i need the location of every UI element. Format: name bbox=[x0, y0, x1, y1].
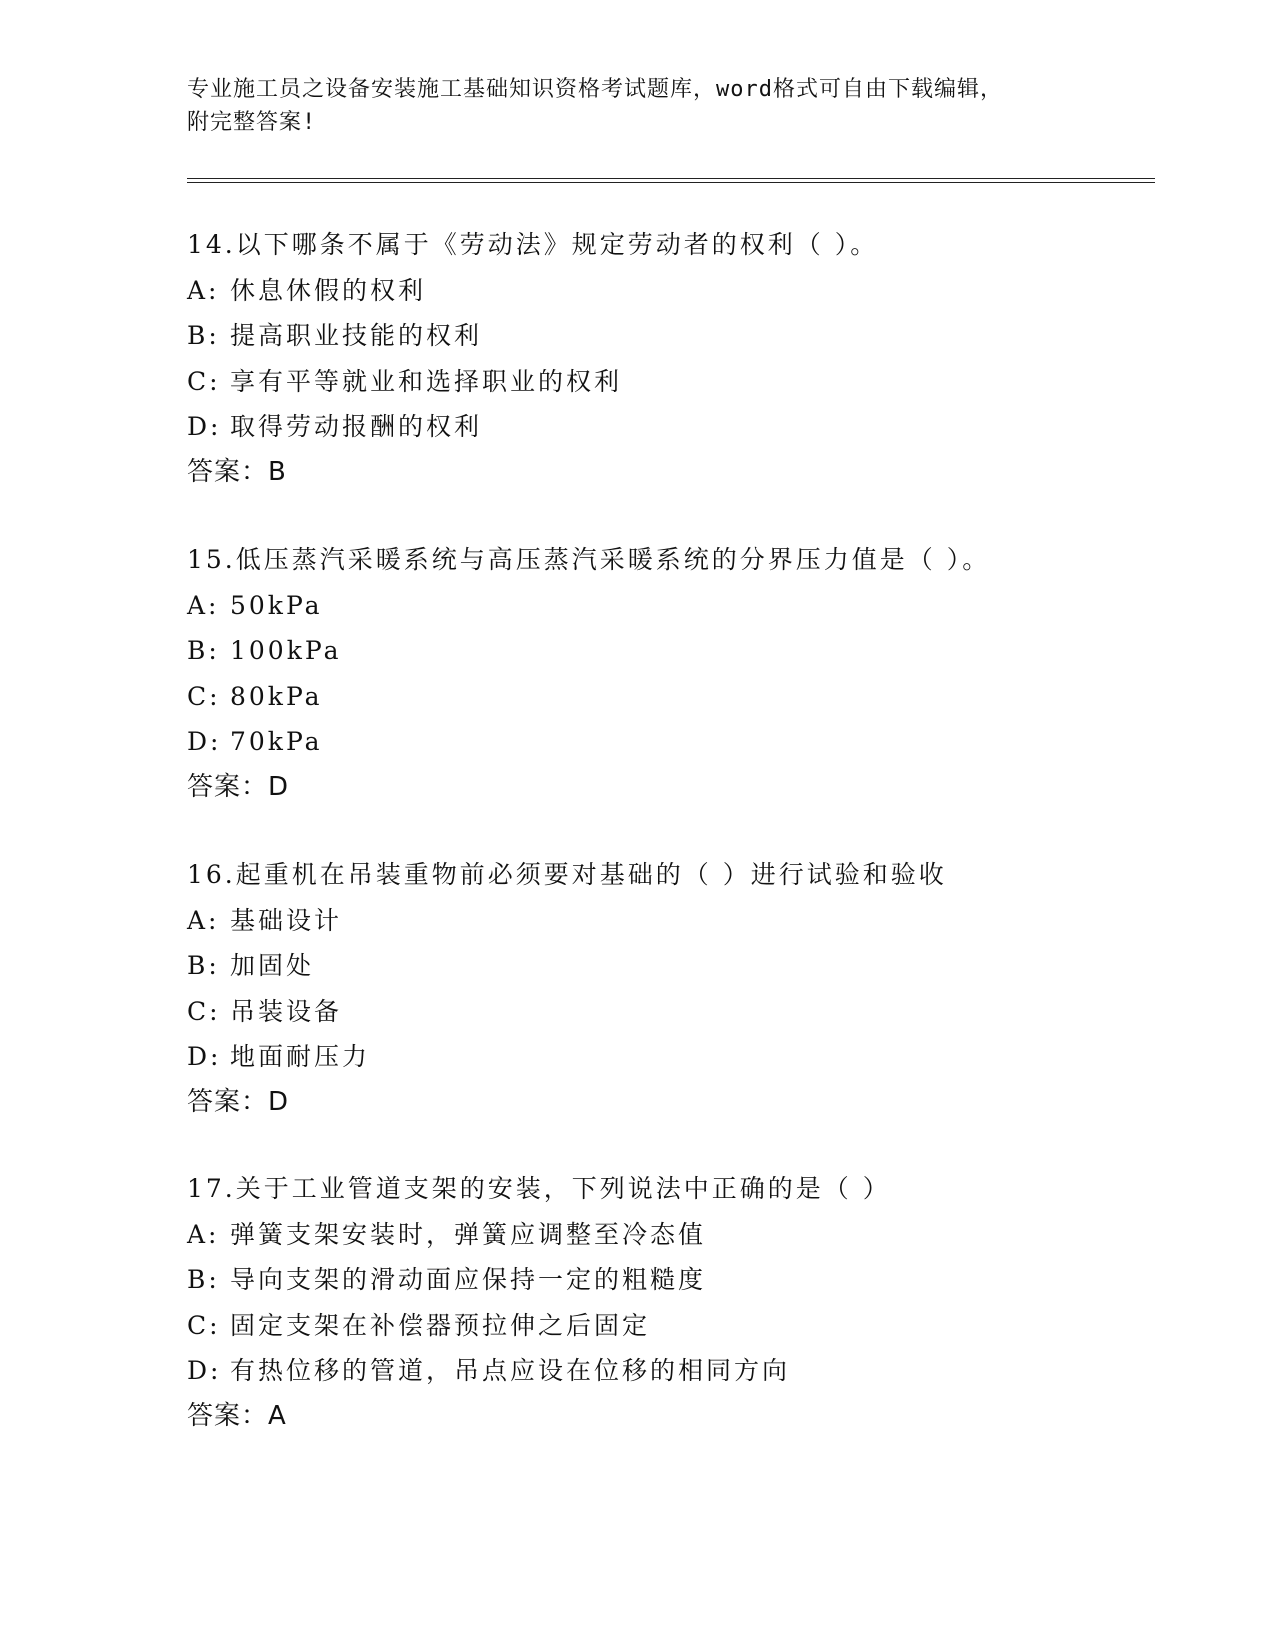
option-letter: A: bbox=[187, 275, 220, 305]
option-letter: B: bbox=[187, 321, 220, 350]
option-text: 弹簧支架安装时，弹簧应调整至冷态值 bbox=[230, 1219, 707, 1249]
option-letter: C: bbox=[187, 996, 221, 1026]
option-letter: C: bbox=[187, 1310, 221, 1340]
option-letter: C: bbox=[187, 681, 221, 711]
question-title: 17.关于工业管道支架的安装，下列说法中正确的是（ ） bbox=[187, 1174, 891, 1203]
option-letter: A: bbox=[187, 1219, 220, 1249]
option-text: 固定支架在补偿器预拉伸之后固定 bbox=[230, 1310, 651, 1340]
option-text: 取得劳动报酬的权利 bbox=[230, 412, 483, 441]
option-a bbox=[187, 1212, 1167, 1258]
question-15 bbox=[187, 537, 1167, 810]
option-d bbox=[187, 719, 1167, 765]
header-line-2: 附完整答案! bbox=[187, 110, 317, 135]
option-b bbox=[187, 628, 1167, 674]
option-letter: D: bbox=[187, 1042, 222, 1071]
option-letter: D: bbox=[187, 727, 222, 756]
option-a bbox=[187, 583, 1167, 629]
option-text: 休息休假的权利 bbox=[230, 275, 427, 305]
option-d bbox=[187, 1034, 1167, 1080]
question-title: 15.低压蒸汽采暖系统与高压蒸汽采暖系统的分界压力值是（ ）。 bbox=[187, 545, 991, 574]
option-b bbox=[187, 313, 1167, 359]
header-line-1: 专业施工员之设备安装施工基础知识资格考试题库，word格式可自由下载编辑， bbox=[187, 77, 1003, 102]
option-text: 有热位移的管道，吊点应设在位移的相同方向 bbox=[230, 1356, 791, 1385]
option-letter: A: bbox=[187, 590, 220, 620]
option-letter: D: bbox=[187, 412, 222, 441]
answer-line: 答案：D bbox=[187, 771, 290, 802]
option-letter: A: bbox=[187, 905, 220, 935]
question-title: 16.起重机在吊装重物前必须要对基础的（ ）进行试验和验收 bbox=[187, 860, 947, 889]
option-c bbox=[187, 1303, 1167, 1349]
option-letter: C: bbox=[187, 366, 221, 396]
option-c bbox=[187, 989, 1167, 1035]
question-16 bbox=[187, 852, 1167, 1125]
document-header bbox=[187, 73, 1087, 139]
option-text: 享有平等就业和选择职业的权利 bbox=[230, 366, 623, 396]
question-14 bbox=[187, 222, 1167, 495]
option-a bbox=[187, 898, 1167, 944]
option-text: 基础设计 bbox=[230, 905, 343, 935]
option-text: 50kPa bbox=[230, 590, 323, 620]
answer-line: 答案：D bbox=[187, 1086, 290, 1117]
option-letter: B: bbox=[187, 1265, 220, 1294]
option-text: 地面耐压力 bbox=[230, 1042, 371, 1071]
option-b bbox=[187, 943, 1167, 989]
option-b bbox=[187, 1257, 1167, 1303]
question-title: 14.以下哪条不属于《劳动法》规定劳动者的权利（ ）。 bbox=[187, 230, 879, 259]
option-a bbox=[187, 268, 1167, 314]
option-text: 加固处 bbox=[230, 951, 315, 980]
option-text: 70kPa bbox=[230, 727, 323, 756]
option-c bbox=[187, 359, 1167, 405]
option-letter: B: bbox=[187, 636, 220, 665]
option-text: 100kPa bbox=[230, 636, 342, 665]
header-divider bbox=[187, 178, 1155, 183]
option-d bbox=[187, 1348, 1167, 1394]
option-letter: B: bbox=[187, 951, 220, 980]
option-d bbox=[187, 404, 1167, 450]
answer-line: 答案：A bbox=[187, 1400, 287, 1431]
option-text: 80kPa bbox=[230, 681, 323, 711]
question-17 bbox=[187, 1166, 1167, 1439]
option-text: 吊装设备 bbox=[230, 996, 343, 1026]
option-text: 导向支架的滑动面应保持一定的粗糙度 bbox=[230, 1265, 707, 1294]
option-c bbox=[187, 674, 1167, 720]
option-text: 提高职业技能的权利 bbox=[230, 321, 483, 350]
answer-line: 答案：B bbox=[187, 456, 287, 487]
option-letter: D: bbox=[187, 1356, 222, 1385]
